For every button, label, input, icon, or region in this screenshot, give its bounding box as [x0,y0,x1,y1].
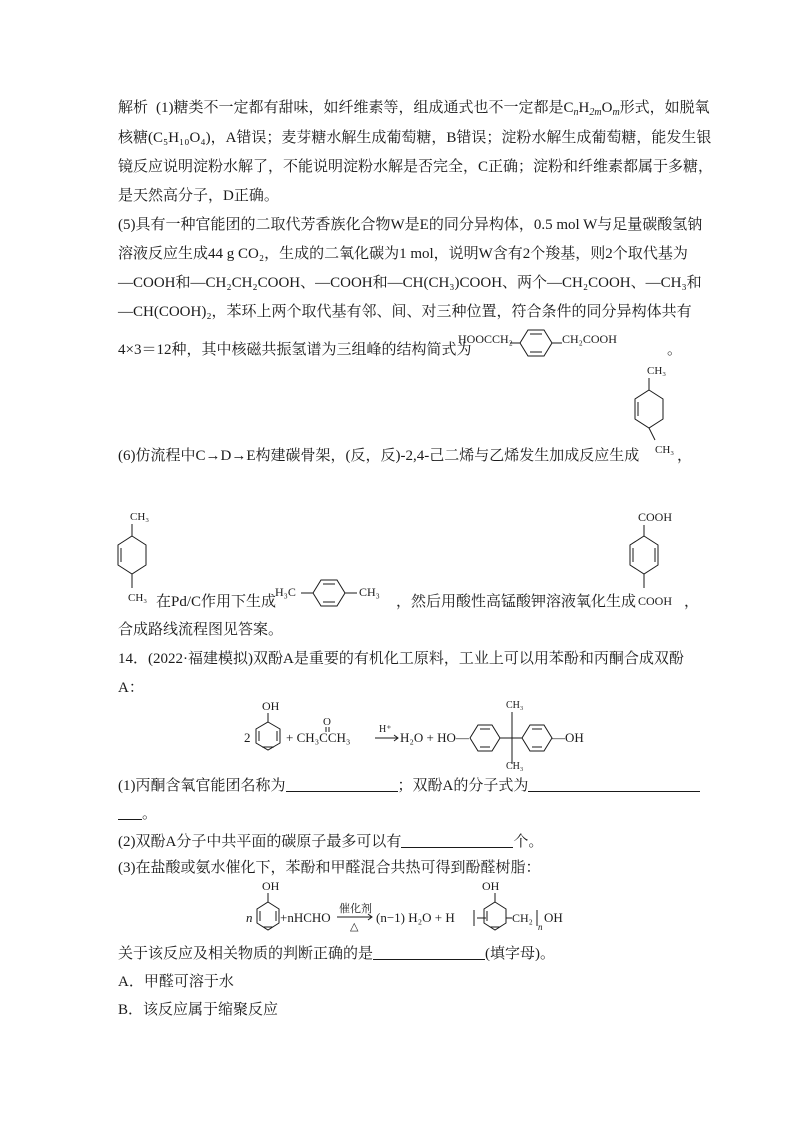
p6-line-2-b: ，然后用酸性高锰酸钾溶液氧化生成 [396,594,637,610]
p5-line-1: (5)具有一种官能团的二取代芳香族化合物W是E的同分异构体，0.5 mol W与足量碳酸氢钠 [118,217,703,233]
eq1-coef: 2 [244,730,251,745]
ch2cooh-label: CH₂COOH [562,332,617,346]
structure-para-diacetic-acid [458,322,673,364]
eq2-products: (n−1) H₂O + H [376,910,455,925]
structure-terephthalic-acid [620,506,690,610]
subscript: m [612,107,620,118]
p6-comma: ， [677,448,693,464]
eq1-oh-right: —OH [552,730,584,745]
q1-text-a: (1)丙酮含氧官能团名称为 [118,778,286,794]
eq2-reagent: +nHCHO [280,910,331,925]
judge-text-a: 关于该反应及相关物质的判断正确的是 [118,946,374,962]
p5-line-4: —CH(COOH)₂，苯环上两个取代基有邻、间、对三种位置，符合条件的同分异构体共有 [118,304,692,320]
eq2-subscript-n: n [538,922,543,932]
p5-line-5: 4×3＝12种，其中核磁共振氢谱为三组峰的结构简式为 [118,342,472,358]
analysis-line-2: 核糖(C₅H₁₀O₄)，A错误；麦芽糖水解生成葡萄糖，B错误；淀粉水解生成葡萄糖，能发生银 [118,130,712,146]
p5-line-3: —COOH和—CH₂CH₂COOH、—COOH和—CH(CH₃)COOH、两个—CH₂COOH、—CH₃和 [118,275,702,291]
p5-line-2: 溶液反应生成44 g CO₂，生成的二氧化碳为1 mol，说明W含有2个羧基，则2个取代基为 [118,246,688,262]
analysis-line-4: 是天然高分子，D正确。 [118,188,279,204]
analysis-line-3: 镜反应说明淀粉水解了，不能说明淀粉水解是否完全，C正确；淀粉和纤维素都属于多糖， [118,159,714,175]
p6-comma-2: ， [684,594,700,610]
answer-blank-coplanar-carbons[interactable] [401,833,513,848]
answer-blank-molecular-formula-cont[interactable] [118,805,142,820]
ch3-label: CH₃ [655,444,675,456]
structure-p-xylene [275,572,405,614]
equation-bisphenol-a [242,698,584,772]
eq1-products: H₂O + HO— [400,730,469,745]
eq2-n: n [246,910,253,925]
q1-line-cont [118,804,157,824]
analysis-text: H [578,100,590,116]
analysis-line-1 [118,98,710,123]
p6-line-2-a: 在Pd/C作用下生成 [156,594,277,610]
answer-blank-choice[interactable] [373,945,485,960]
ch3-label: CH₃ [130,511,150,523]
eq2-oh: OH [262,879,280,893]
analysis-text: O [601,100,613,116]
option-b: B．该反应属于缩聚反应 [118,1002,279,1018]
hooc-label: HOOCCH₂ [458,332,513,346]
ch3-label: CH₃ [359,585,380,599]
q1-text-b: ；双酚A的分子式为 [397,778,529,794]
cooh-label: COOH [638,594,673,608]
answer-blank-functional-group[interactable] [286,777,398,792]
analysis-text: (1)糖类不一定都有甜味，如纤维素等，组成通式也不一定都是C [156,100,574,116]
ch3-label: CH₃ [647,365,667,377]
q1-line [118,776,700,796]
option-a: A．甲醛可溶于水 [118,974,234,990]
p6-line-3: 合成路线流程图见答案。 [118,622,284,638]
q2-line [118,832,543,852]
eq1-acetone: + CH₃CCH₃ [286,730,351,745]
q1-end: 。 [142,806,158,822]
ch3-label: CH₃ [128,592,148,604]
eq2-heat: △ [350,921,359,933]
eq2-ch2: CH₂ [512,911,533,925]
judge-line [118,944,555,964]
analysis-label: 解析 [118,100,149,116]
q14-intro-1: 14．(2022·福建模拟)双酚A是重要的有机化工原料，工业上可以用苯酚和丙酮合成双酚 [118,651,684,667]
eq2-end: OH [544,910,563,925]
q2-text-b: 个。 [513,834,544,850]
answer-blank-molecular-formula[interactable] [528,777,700,792]
h3c-label: H₃C [275,585,296,599]
cooh-label: COOH [638,510,673,524]
eq2-catalyst: 催化剂 [339,903,372,915]
q3-line: (3)在盐酸或氨水催化下，苯酚和甲醛混合共热可得到酚醛树脂： [118,860,541,876]
q2-text-a: (2)双酚A分子中共平面的碳原子最多可以有 [118,834,402,850]
eq1-ch3-top: CH₃ [506,700,524,711]
eq1-catalyst: H⁺ [379,724,392,735]
q14-intro-2: A： [118,680,144,696]
equation-phenolic-resin [242,880,572,938]
eq2-oh2: OH [482,879,500,893]
eq1-ch3-bottom: CH₃ [506,761,524,772]
eq1-o: O [323,716,331,728]
eq1-oh: OH [262,699,280,713]
subscript: 2m [589,107,602,118]
p6-line-1: (6)仿流程中C→D→E构建碳骨架，(反，反)-2,4-己二烯与乙烯发生加成反应生成 [118,448,640,464]
judge-text-b: (填字母)。 [485,946,556,962]
structure-dimethylcyclohexene-left [112,508,162,608]
p5-period: 。 [667,342,683,358]
subscript: n [573,107,579,118]
analysis-text: 形式，如脱氧 [619,100,710,116]
